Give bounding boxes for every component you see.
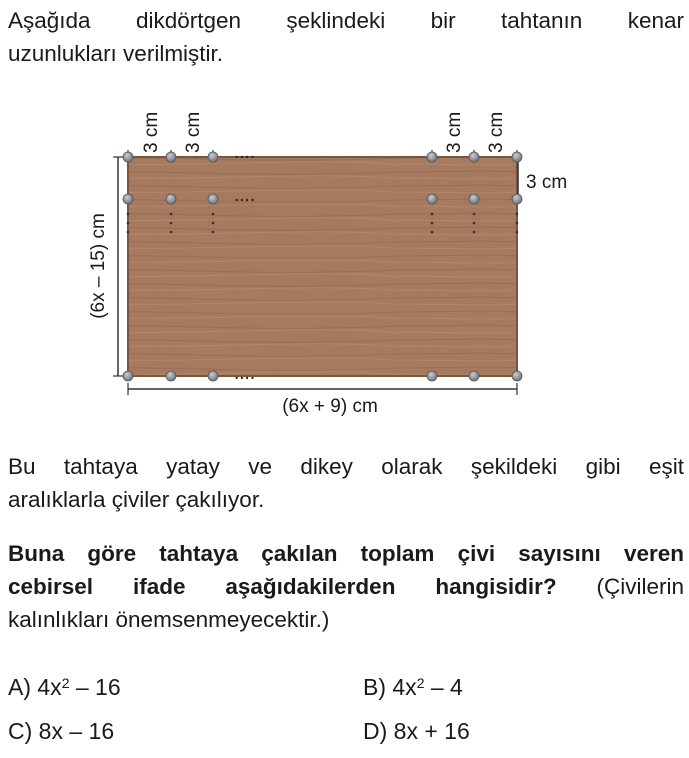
nail-icon (469, 371, 479, 381)
option-a-rest: – 16 (69, 674, 121, 700)
stem-line-1: Bu tahtaya yatay ve dikey olarak şekildeki gibi eşit (8, 454, 684, 479)
intro-line-1: Aşağıda dikdörtgen şeklindeki bir tahtanın kenar (8, 8, 684, 33)
nail-icon (166, 194, 176, 204)
option-a-base: 4x (37, 674, 62, 700)
bottom-label: (6x + 9) cm (282, 396, 378, 417)
option-c[interactable] (8, 716, 114, 746)
nail-icon (208, 194, 218, 204)
nail-icon (469, 152, 479, 162)
nail-icon (512, 371, 522, 381)
option-c-letter: C) (8, 718, 33, 744)
intro-line-2: uzunlukları verilmiştir. (8, 41, 224, 66)
option-b-exp: 2 (416, 675, 425, 691)
stem-line-2: aralıklarla çiviler çakılıyor. (8, 487, 265, 512)
nail-icon (123, 152, 133, 162)
left-label: (6x – 15) cm (88, 213, 109, 319)
nail-icon (512, 152, 522, 162)
question-line-3: kalınlıkları önemsenmeyecektir.) (8, 607, 330, 632)
bottom-ellipsis: .... (234, 363, 256, 384)
option-d-letter: D) (363, 718, 388, 744)
nail-icon (123, 371, 133, 381)
option-b-base: 4x (392, 674, 417, 700)
right-label: 3 cm (526, 172, 568, 193)
nail-icon (166, 371, 176, 381)
top-ellipsis: .... (234, 142, 256, 163)
option-d-text: 8x + 16 (393, 718, 470, 744)
question-line-1: Buna göre tahtaya çakılan toplam çivi sayısını veren (8, 541, 684, 566)
nail-icon (427, 152, 437, 162)
nail-icon (208, 152, 218, 162)
nail-icon (427, 194, 437, 204)
nail-icon (469, 194, 479, 204)
top-label-1: 3 cm (141, 111, 162, 153)
top-label-3: 3 cm (444, 111, 465, 153)
top-label-4: 3 cm (486, 111, 507, 153)
nail-icon (166, 152, 176, 162)
nail-icon (427, 371, 437, 381)
option-a[interactable] (8, 672, 121, 702)
option-a-letter: A) (8, 674, 31, 700)
nail-icon (512, 194, 522, 204)
question-line-2-bold: cebirsel ifade aşağıdakilerden hangisidir? (8, 574, 557, 599)
option-a-exp: 2 (61, 675, 70, 691)
question-line-2-rest: (Çivilerin (556, 574, 684, 599)
top-label-2: 3 cm (183, 111, 204, 153)
option-b-letter: B) (363, 674, 386, 700)
stem-paragraph (8, 450, 684, 516)
option-c-text: 8x – 16 (38, 718, 115, 744)
question-paragraph (8, 537, 684, 636)
wooden-board (128, 157, 517, 376)
question-line-2 (8, 570, 684, 603)
option-b[interactable] (363, 672, 463, 702)
row2-ellipsis: .... (234, 185, 256, 206)
option-b-rest: – 4 (424, 674, 463, 700)
nail-icon (123, 194, 133, 204)
option-d[interactable] (363, 716, 470, 746)
nail-icon (208, 371, 218, 381)
